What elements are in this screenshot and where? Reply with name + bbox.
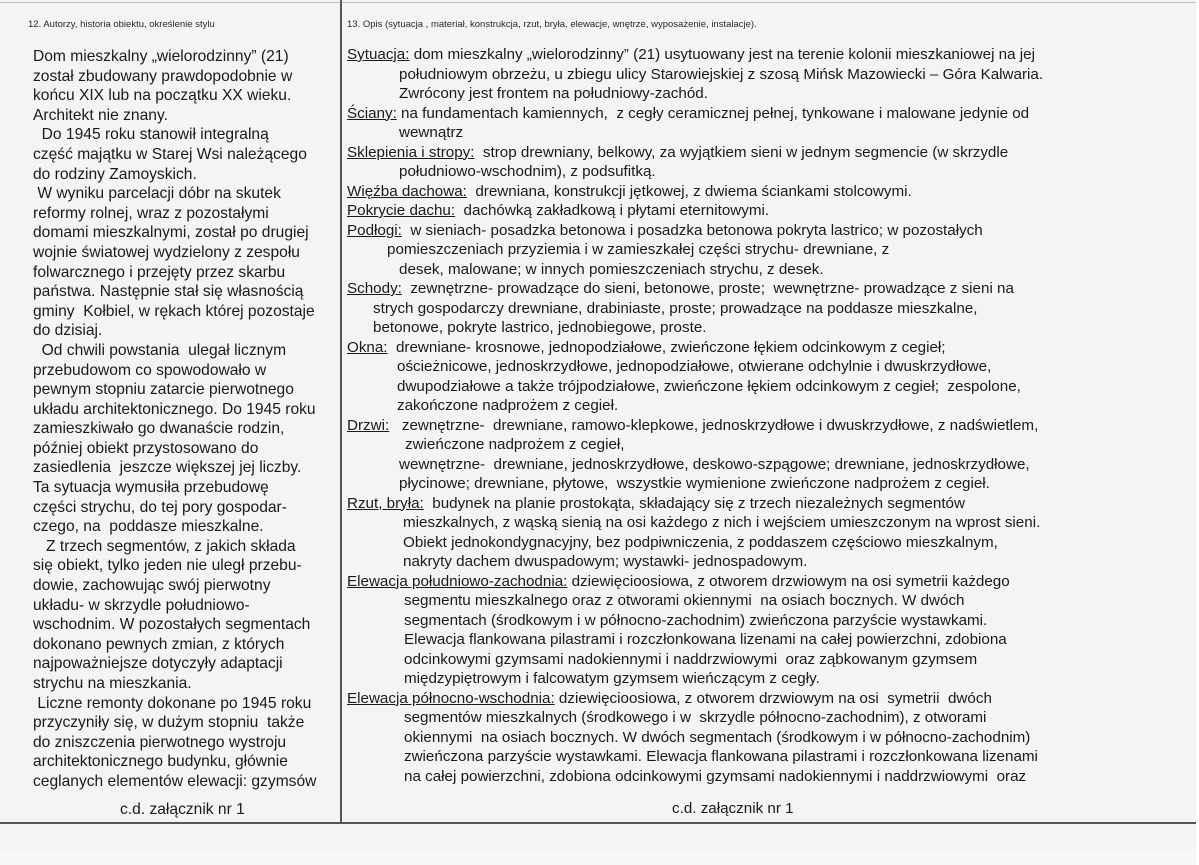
section-continuation-line: Obiekt jednokondygnacyjny, bez podpiwniczenia, z poddaszem częściowo mieszkalnym, [403,533,998,551]
section-label: Schody: [347,280,402,297]
history-line: do zniszczenia pierwotnego wystroju [33,733,287,751]
section-continuation-line: zakończone nadprożem z cegieł. [397,397,619,414]
section-continuation-line: betonowe, pokryte lastrico, jednobiegowe, proste. [373,319,707,336]
left-continuation-note: c.d. załącznik nr 1 [120,801,245,818]
history-line: układu- w skrzydle południowo- [33,596,250,614]
history-line: wojnie światowej wydzielony z zespołu [33,243,300,261]
history-line: do dzisiaj. [33,322,103,340]
history-line: Do 1945 roku stanowił integralną [33,126,269,144]
section-continuation-line: strych gospodarczy drewniane, drabiniaste, proste; prowadzące na poddasze mieszkalne, [373,299,978,317]
section-continuation-line: międzypiętrowym i falcowatym gzymsem wieńczącym z cegły. [404,670,820,687]
paper-margin [0,850,1199,865]
section-text: dziewięcioosiowa, z otworem drzwiowym na osi symetrii dwóch [554,689,992,707]
section-continuation-line: na całej powierzchni, zdobiona odcinkowymi gzymsami nadokiennymi i naddrzwiowymi oraz [404,767,1027,785]
description-section [347,201,1187,221]
history-line: Dom mieszkalny „wielorodzinny” (21) [33,48,289,65]
history-line: wschodnim. W pozostałych segmentach [33,616,311,634]
section-first-line [347,143,1187,163]
history-line: został zbudowany prawdopodobnie w [33,67,293,85]
section-continuation-line: zwieńczone nadprożem z cegieł, [405,436,625,453]
section-label: Więźba dachowa: [347,182,467,200]
history-line: reformy rolnej, wraz z pozostałymi [33,204,269,222]
description-section [347,572,1187,689]
section-first-line [347,572,1187,592]
section-continuation-line: południowo-wschodnim), z podsufitką. [399,163,656,180]
section-13-header: 13. Opis (sytuacja , materiał, konstrukcja, rzut, bryła, elewacje, wnętrze, wyposażenie, instalacje). [347,19,757,30]
section-first-line [347,689,1187,709]
section-continuation-line: południowym obrzeżu, u zbiegu ulicy Starowiejskiej z szosą Mińsk Mazowiecki – Góra Kalwaria. [399,65,1044,83]
history-line: zamieszkiwało go dwanaście rodzin, [33,420,285,438]
column-divider [340,0,342,823]
history-line: Architekt nie znany. [33,106,168,124]
section-continuation-line: desek, malowane; w innych pomieszczeniach strychu, z desek. [399,260,824,278]
section-first-line [347,182,1187,202]
section-continuation-line: segmentów mieszkalnych (środkowego i w skrzydle północno-zachodnim), z otworami [404,709,987,726]
description-section [347,182,1187,202]
section-continuation-line: segmentu mieszkalnego oraz z otworami okiennymi na osiach bocznych. W dwóch [404,592,965,609]
history-line: przyczyniły się, w dużym stopniu także [33,714,305,732]
history-line: strychu na mieszkania. [33,675,192,692]
section-label: Elewacja południowo-zachodnia: [347,572,568,590]
history-line: przebudowom co spowodowało w [33,361,267,379]
section-continuation-line: wewnątrz [399,124,464,141]
section-first-line [347,338,1187,358]
section-text: drewniane- krosnowe, jednopodziałowe, zwieńczone łękiem odcinkowym z cegieł; [387,338,946,356]
section-continuation-line: odcinkowymi gzymsami nadokiennymi i naddrzwiowymi oraz ząbkowanym gzymsem [404,650,978,668]
section-continuation-line: nakryty dachem dwuspadowym; wystawki- jednospadowym. [403,553,808,570]
section-text: zewnętrzne- prowadzące do sieni, betonowe, proste; wewnętrzne- prowadzące z sieni na [401,280,1014,297]
section-first-line [347,104,1187,124]
section-text: budynek na planie prostokąta, składający się z trzech niezależnych segmentów [423,494,965,512]
history-line: folwarcznego i przejęty przez skarbu [33,263,286,281]
section-first-line [347,416,1187,436]
section-continuation-line: dwupodziałowe a także trójpodziałowe, zwieńczone łękiem odcinkowym z cegieł; zespolone, [397,377,1021,395]
history-line: W wyniku parcelacji dóbr na skutek [33,185,281,203]
section-continuation-line: płycinowe; drewniane, płytowe, wszystkie wymienione zwieńczone nadprożem z cegieł. [399,475,990,492]
section-first-line [347,201,1187,221]
description-section [347,416,1187,494]
section-text: na fundamentach kamiennych, z cegły ceramicznej pełnej, tynkowane i malowane jedynie od [396,104,1030,122]
history-line: Od chwili powstania ulegał licznym [33,341,287,359]
section-label: Elewacja północno-wschodnia: [347,689,555,707]
bottom-rule [0,822,1199,824]
section-text: w sieniach- posadzka betonowa i posadzka betonowa pokryta lastrico; w pozostałych [401,221,983,239]
section-text: zewnętrzne- drewniane, ramowo-klepkowe, jednoskrzydłowe i dwuskrzydłowe, z nadświetlem, [389,416,1039,434]
section-label: Drzwi: [347,416,390,434]
section-first-line [347,221,1187,241]
section-text: dom mieszkalny „wielorodzinny” (21) usytuowany jest na terenie kolonii mieszkaniowej na jej [409,46,1035,63]
description-section [347,143,1187,182]
section-text: strop drewniany, belkowy, za wyjątkiem sieni w jednym segmencie (w skrzydle [474,143,1009,161]
history-line: najpoważniejsze dotyczyły adaptacji [33,655,283,673]
section-text: drewniana, konstrukcji jętkowej, z dwiema ściankami stolcowymi. [466,182,912,200]
top-rule [0,2,1199,3]
history-line: Ta sytuacja wymusiła przebudowę [33,479,269,497]
section-label: Ściany: [347,104,397,122]
history-line: architektonicznego budynku, głównie [33,753,288,771]
right-continuation-note: c.d. załącznik nr 1 [672,800,794,817]
history-line: później obiekt przystosowano do [33,439,259,457]
history-line: do rodziny Zamoyskich. [33,165,197,183]
history-line: dowie, zachowując swój pierwotny [33,577,271,595]
description-text [347,45,1187,786]
history-line: państwa. Następnie stał się własnością [33,283,304,301]
history-line: pewnym stopniu zatarcie pierwotnego [33,381,294,399]
section-continuation-line: mieszkalnych, z wąską sienią na osi każdego z nich i wejściem umieszczonym na wprost sieni. [403,514,1041,531]
history-line: gminy Kołbiel, w rękach której pozostaje [33,302,315,320]
section-continuation-line: ościeżnicowe, jednoskrzydłowe, jednopodziałowe, otwierane odchylnie i dwuskrzydłowe, [397,358,992,375]
history-line: układu architektonicznego. Do 1945 roku [33,400,316,418]
description-section [347,104,1187,143]
description-section [347,689,1187,787]
history-line: części strychu, do tej pory gospodar- [33,498,287,516]
description-section [347,494,1187,572]
history-line: dokonano pewnych zmian, z których [33,635,285,653]
section-continuation-line: okiennymi na osiach bocznych. W dwóch segmentach (środkowym i w północno-zachodnim) [404,728,1031,746]
section-continuation-line: Zwrócony jest frontem na południowy-zachód. [399,85,708,102]
description-section [347,338,1187,416]
history-line: się obiekt, tylko jeden nie uległ przebu- [33,557,302,575]
description-section [347,221,1187,280]
section-label: Pokrycie dachu: [347,202,456,219]
history-line: część majątku w Starej Wsi należącego [33,145,307,163]
section-continuation-line: wewnętrzne- drewniane, jednoskrzydłowe, deskowo-szpągowe; drewniane, jednoskrzydłowe, [399,455,1030,473]
section-first-line [347,279,1187,299]
history-line: Liczne remonty dokonane po 1945 roku [33,694,312,712]
section-continuation-line: segmentach (środkowym i w północno-zachodnim) zwieńczona parzyście wystawkami. [404,611,988,629]
section-label: Podłogi: [347,221,402,239]
history-line: domami mieszkalnymi, został po drugiej [33,224,309,242]
section-text: dziewięcioosiowa, z otworem drzwiowym na osi symetrii każdego [567,572,1010,590]
section-label: Rzut, bryła: [347,494,424,512]
history-text [33,47,338,792]
section-first-line [347,45,1187,65]
section-continuation-line: Elewacja flankowana pilastrami i rozczłonkowana lizenami na całej powierzchni, zdobiona [404,631,1007,648]
section-continuation-line: pomieszczeniach przyziemia i w zamieszkałej części strychu- drewniane, z [387,241,890,258]
history-line: zasiedlenia jeszcze większej jej liczby. [33,459,302,477]
history-line: czego, na poddasze mieszkalne. [33,518,264,536]
section-text: dachówką zakładkową i płytami eternitowymi. [455,202,770,219]
history-line: Z trzech segmentów, z jakich składa [33,537,296,555]
history-line: końcu XIX lub na początku XX wieku. [33,87,292,105]
description-section [347,279,1187,338]
section-label: Sklepienia i stropy: [347,143,475,161]
section-label: Sytuacja: [347,46,410,63]
section-12-header: 12. Autorzy, historia obiektu, określenie stylu [28,19,215,30]
section-label: Okna: [347,338,388,356]
section-continuation-line: zwieńczona parzyście wystawkami. Elewacja flankowana pilastrami i rozczłonkowana lizenami [404,748,1038,765]
description-section [347,45,1187,104]
section-first-line [347,494,1187,514]
history-line: ceglanych elementów elewacji: gzymsów [33,772,317,790]
